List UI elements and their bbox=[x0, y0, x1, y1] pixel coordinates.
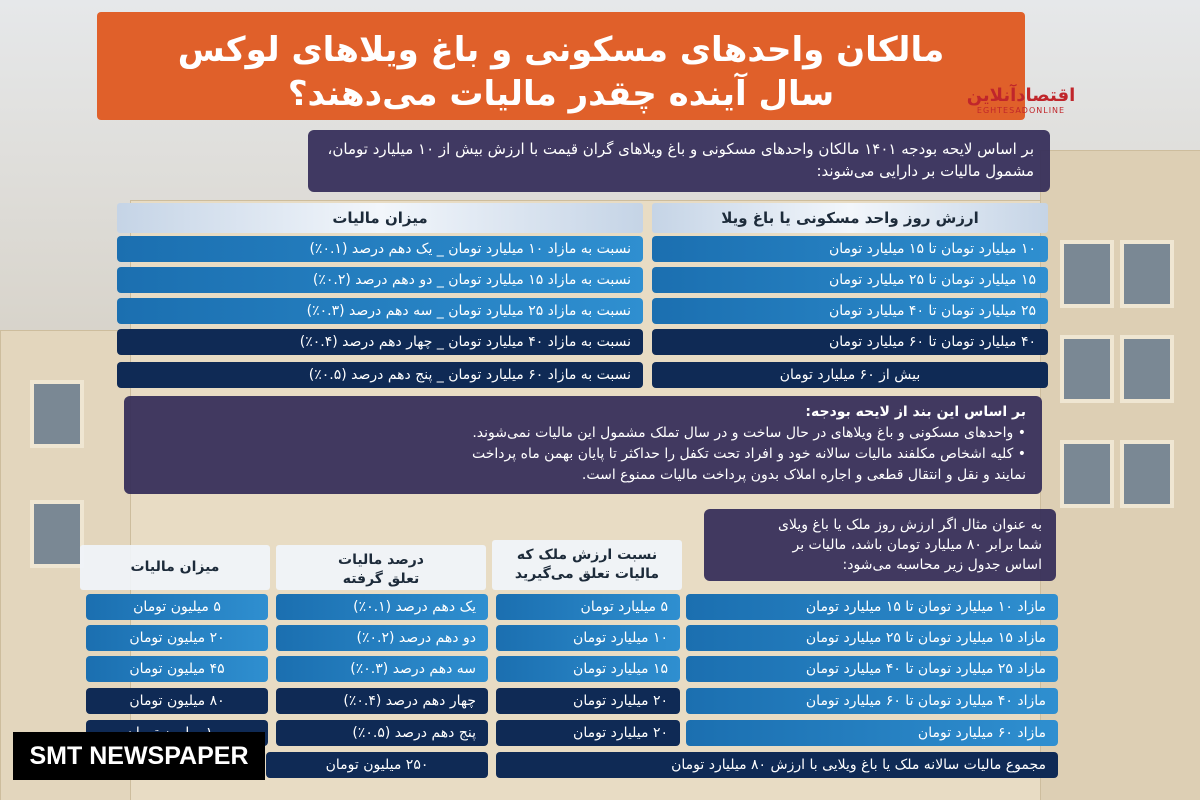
table2-total-label: مجموع مالیات سالانه ملک یا باغ ویلایی با ارزش ۸۰ میلیارد تومان bbox=[496, 752, 1058, 778]
table2-percent-row: پنج دهم درصد (۰.۵٪) bbox=[276, 720, 488, 746]
table2-header-percent: درصد مالیات تعلق گرفته bbox=[276, 545, 486, 590]
table2-percent-row: یک دهم درصد (۰.۱٪) bbox=[276, 594, 488, 620]
table1-header-value: ارزش روز واحد مسکونی یا باغ ویلا bbox=[652, 203, 1048, 233]
table1-tax-row: نسبت به مازاد ۱۰ میلیارد تومان _ یک دهم درصد (۰.۱٪) bbox=[117, 236, 643, 262]
example-line-2: شما برابر ۸۰ میلیارد تومان باشد، مالیات بر bbox=[792, 537, 1042, 553]
table2-share-row: ۲۰ میلیارد تومان bbox=[496, 720, 680, 746]
table1-value-row: ۲۵ میلیارد تومان تا ۴۰ میلیارد تومان bbox=[652, 298, 1048, 324]
table2-header-amount: میزان مالیات bbox=[80, 545, 270, 590]
table1-header-tax: میزان مالیات bbox=[117, 203, 643, 233]
table2-percent-row: سه دهم درصد (۰.۳٪) bbox=[276, 656, 488, 682]
example-box bbox=[704, 509, 1056, 581]
title-line-2: سال آینده چقدر مالیات می‌دهند؟ bbox=[287, 74, 835, 114]
watermark-badge: SMT NEWSPAPER bbox=[13, 732, 265, 780]
table2-range-row: مازاد ۱۵ میلیارد تومان تا ۲۵ میلیارد تومان bbox=[686, 625, 1058, 651]
table1-value-row: ۴۰ میلیارد تومان تا ۶۰ میلیارد تومان bbox=[652, 329, 1048, 355]
table2-amount-row: ۸۰ میلیون تومان bbox=[86, 688, 268, 714]
table1-tax-row: نسبت به مازاد ۶۰ میلیارد تومان _ پنج دهم درصد (۰.۵٪) bbox=[117, 362, 643, 388]
logo-en: EGHTESADONLINE bbox=[976, 106, 1066, 115]
table2-range-row: مازاد ۲۵ میلیارد تومان تا ۴۰ میلیارد تومان bbox=[686, 656, 1058, 682]
table1-tax-row: نسبت به مازاد ۱۵ میلیارد تومان _ دو دهم درصد (۰.۲٪) bbox=[117, 267, 643, 293]
notes-heading: بر اساس این بند از لایحه بودجه: bbox=[805, 404, 1026, 420]
intro-box bbox=[308, 130, 1050, 192]
notes-bullet-2: • کلیه اشخاص مکلفند مالیات سالانه خود و افراد تحت تکفل را حداکثر تا پایان بهمن ماه پرداخت bbox=[472, 446, 1026, 462]
intro-text: بر اساس لایحه بودجه ۱۴۰۱ مالکان واحدهای مسکونی و باغ ویلاهای گران قیمت با ارزش بیش از ۱۰ میلیارد تومان، مشمول مالیات بر دارایی می‌شوند: bbox=[327, 140, 1034, 180]
title-line-1: مالکان واحدهای مسکونی و باغ ویلاهای لوکس bbox=[177, 30, 945, 70]
example-line-3: اساس جدول زیر محاسبه می‌شود: bbox=[842, 557, 1042, 573]
example-line-1: به عنوان مثال اگر ارزش روز ملک یا باغ ویلای bbox=[778, 517, 1042, 533]
table1-value-row: بیش از ۶۰ میلیارد تومان bbox=[652, 362, 1048, 388]
table1-value-row: ۱۰ میلیارد تومان تا ۱۵ میلیارد تومان bbox=[652, 236, 1048, 262]
table2-percent-row: چهار دهم درصد (۰.۴٪) bbox=[276, 688, 488, 714]
table2-range-row: مازاد ۶۰ میلیارد تومان bbox=[686, 720, 1058, 746]
table1-value-row: ۱۵ میلیارد تومان تا ۲۵ میلیارد تومان bbox=[652, 267, 1048, 293]
notes-box bbox=[124, 396, 1042, 494]
table2-share-row: ۱۵ میلیارد تومان bbox=[496, 656, 680, 682]
brand-logo bbox=[946, 86, 1096, 122]
table2-amount-row: ۴۵ میلیون تومان bbox=[86, 656, 268, 682]
notes-bullet-1: • واحدهای مسکونی و باغ ویلاهای در حال ساخت و در سال تملک مشمول این مالیات نمی‌شوند. bbox=[472, 425, 1026, 441]
table1-tax-row: نسبت به مازاد ۴۰ میلیارد تومان _ چهار دهم درصد (۰.۴٪) bbox=[117, 329, 643, 355]
notes-bullet-2-cont: نمایند و نقل و انتقال قطعی و اجاره املاک بدون پرداخت مالیات ممنوع است. bbox=[581, 467, 1026, 483]
table2-header-share: نسبت ارزش ملک که مالیات تعلق می‌گیرید bbox=[492, 540, 682, 590]
table2-share-row: ۵ میلیارد تومان bbox=[496, 594, 680, 620]
table2-share-row: ۲۰ میلیارد تومان bbox=[496, 688, 680, 714]
table2-amount-row: ۵ میلیون تومان bbox=[86, 594, 268, 620]
table2-amount-row: ۲۰ میلیون تومان bbox=[86, 625, 268, 651]
page-title bbox=[97, 12, 1025, 120]
table1-tax-row: نسبت به مازاد ۲۵ میلیارد تومان _ سه دهم درصد (۰.۳٪) bbox=[117, 298, 643, 324]
table2-percent-row: دو دهم درصد (۰.۲٪) bbox=[276, 625, 488, 651]
table2-range-row: مازاد ۴۰ میلیارد تومان تا ۶۰ میلیارد تومان bbox=[686, 688, 1058, 714]
table2-range-row: مازاد ۱۰ میلیارد تومان تا ۱۵ میلیارد تومان bbox=[686, 594, 1058, 620]
logo-fa: اقتصادآنلاین bbox=[966, 85, 1076, 106]
table2-total-value: ۲۵۰ میلیون تومان bbox=[266, 752, 488, 778]
table2-share-row: ۱۰ میلیارد تومان bbox=[496, 625, 680, 651]
